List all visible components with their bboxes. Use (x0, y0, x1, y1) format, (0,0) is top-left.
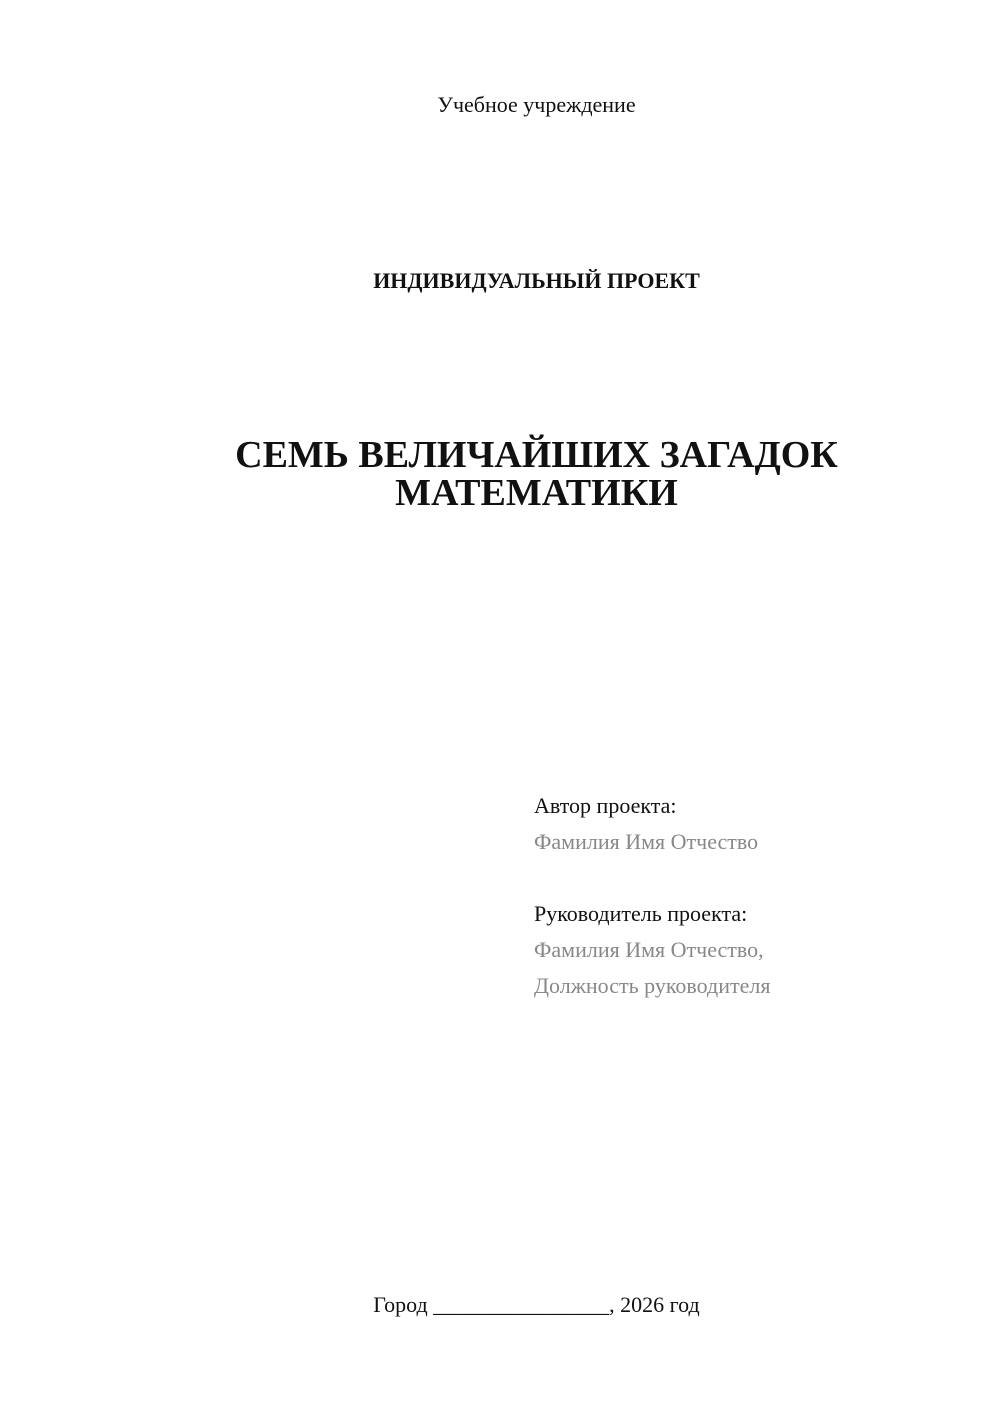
city-year-line: Город ________________, 2026 год (373, 1292, 700, 1317)
project-title-line-1: СЕМЬ ВЕЛИЧАЙШИХ ЗАГАДОК (235, 434, 838, 476)
supervisor-label: Руководитель проекта: (534, 901, 748, 926)
author-name-placeholder: Фамилия Имя Отчество (534, 829, 759, 854)
supervisor-name-placeholder: Фамилия Имя Отчество, (534, 937, 764, 962)
project-title-line-2: МАТЕМАТИКИ (395, 472, 678, 514)
project-credits (534, 788, 974, 1004)
institution-name: Учебное учреждение (437, 92, 636, 117)
project-type-heading: ИНДИВИДУАЛЬНЫЙ ПРОЕКТ (373, 268, 700, 293)
project-title (0, 436, 1000, 512)
supervisor-position-placeholder: Должность руководителя (534, 973, 771, 998)
author-label: Автор проекта: (534, 793, 677, 818)
credits-spacer (534, 860, 974, 896)
